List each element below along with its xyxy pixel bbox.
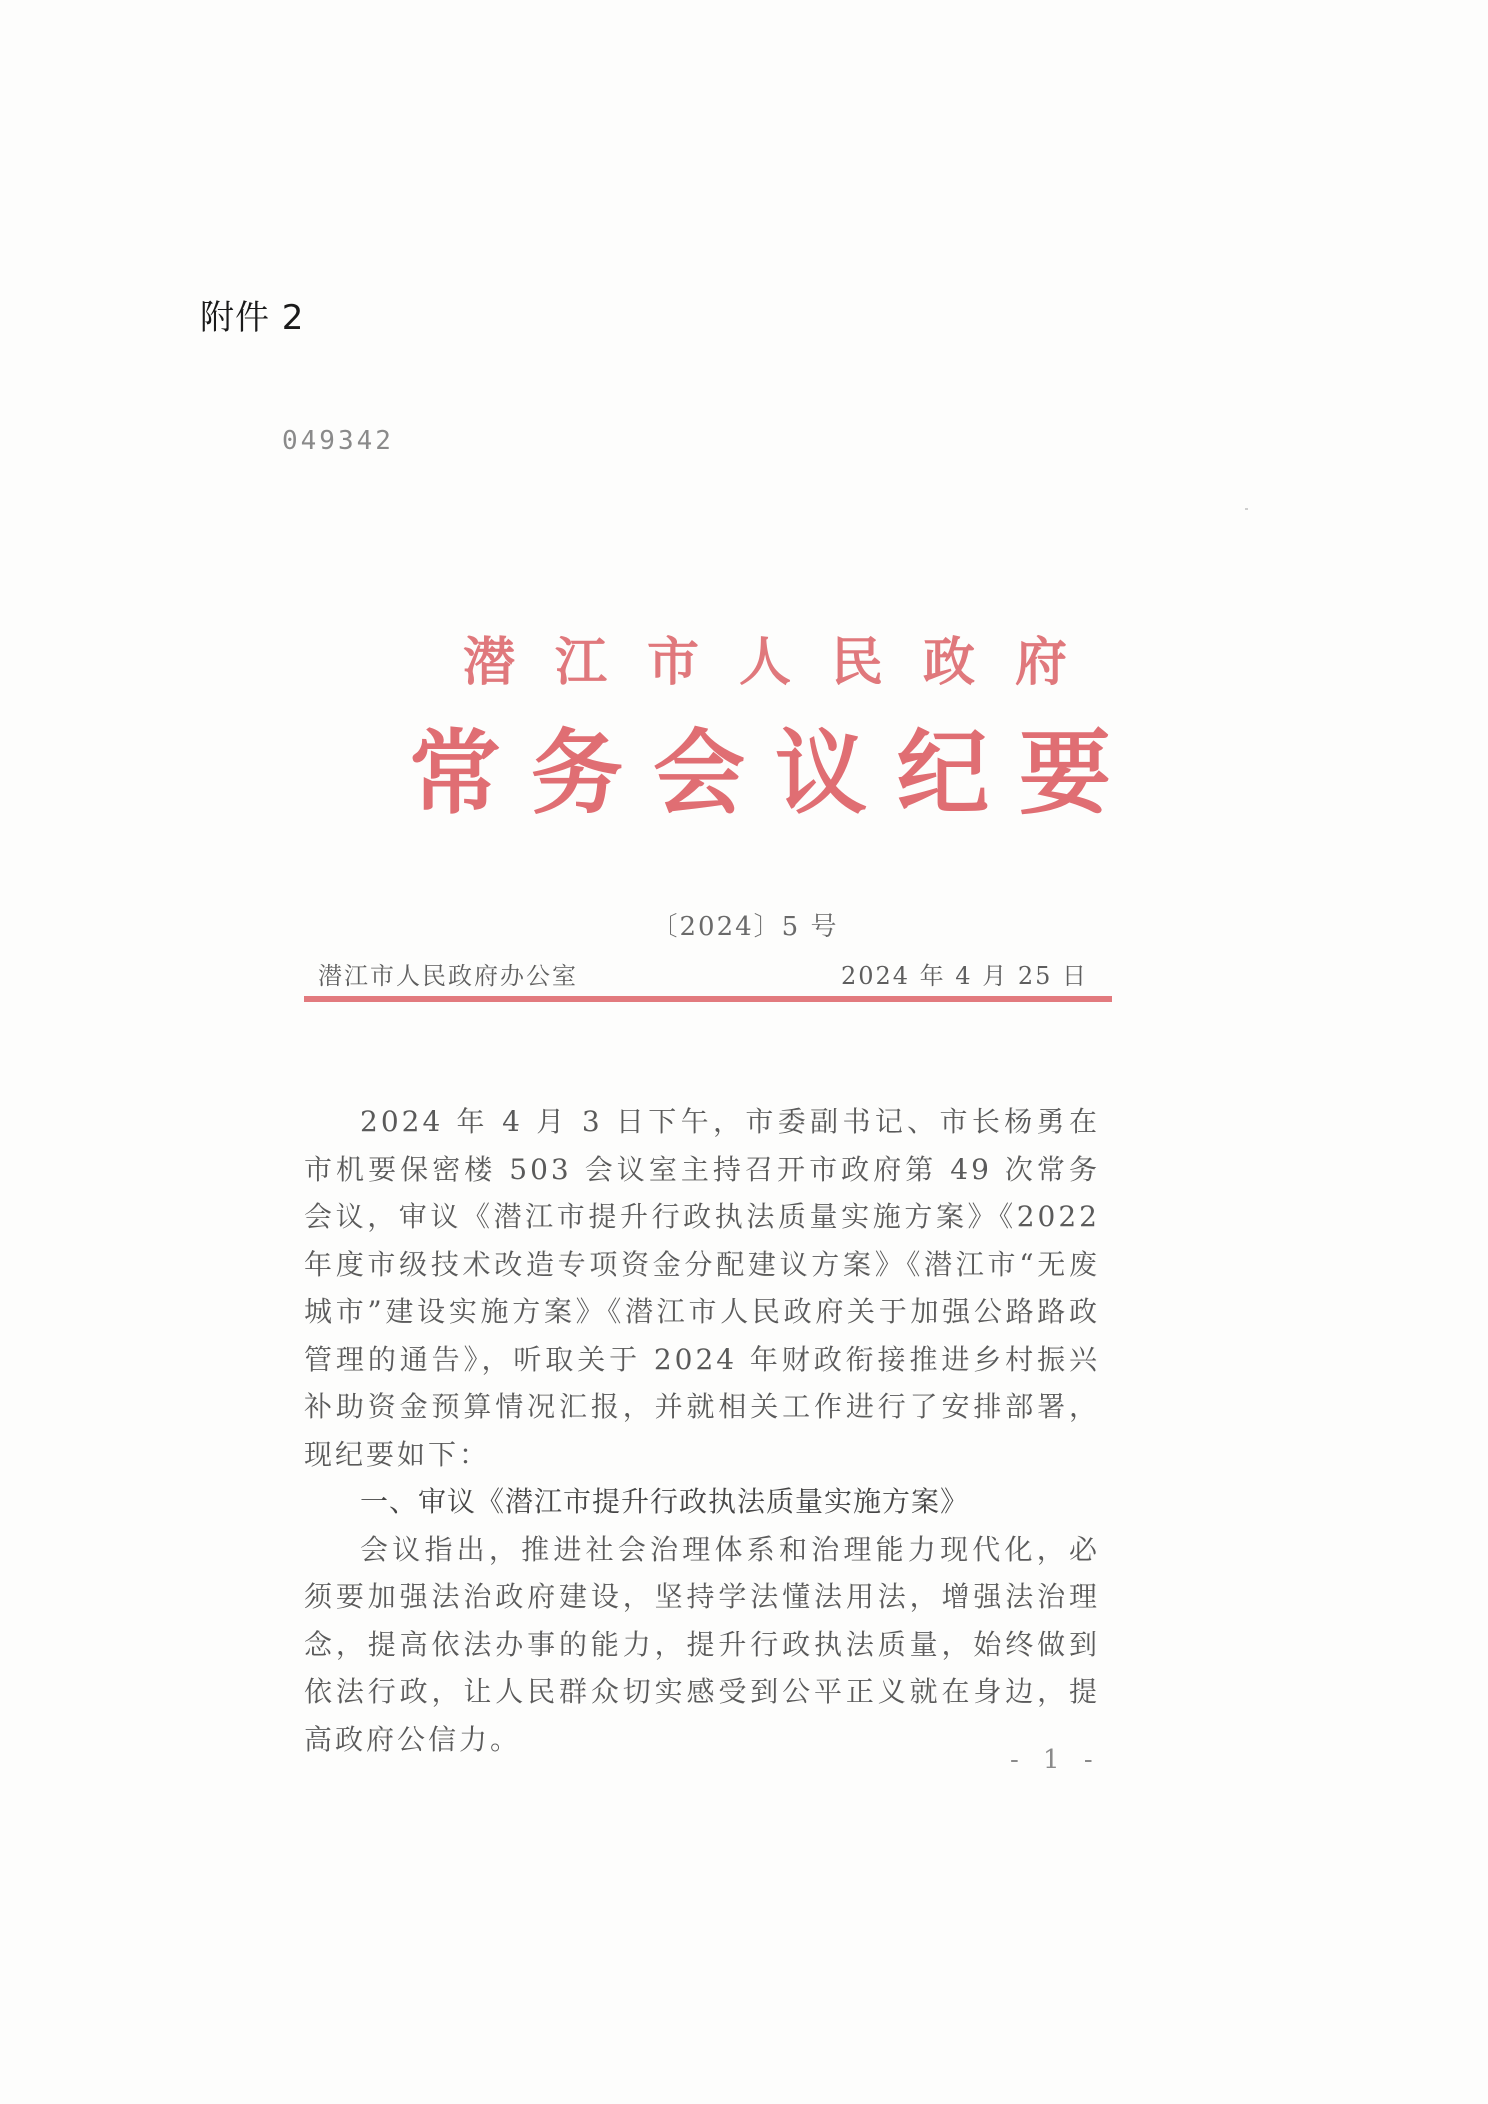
- section-1-paragraph: 会议指出，推进社会治理体系和治理能力现代化，必须要加强法治政府建设，坚持学法懂法用法，增强法治理念，提高依法办事的能力，提升行政执法质量，始终做到依法行政，让人民群众切实感受到公平正义就在身边，提高政府公信力。: [304, 1532, 1100, 1756]
- section-1-heading: 一、审议《潜江市提升行政执法质量实施方案》: [360, 1485, 970, 1518]
- intro-paragraph: 2024 年 4 月 3 日下午，市委副书记、市长杨勇在市机要保密楼 503 会议室主持召开市政府第 49 次常务会议，审议《潜江市提升行政执法质量实施方案》《2022 年度市级技术改造专项资金分配建议方案》《潜江市“无废城市”建设实施方案》《潜江市人民政府关于加强公路路政管理的通告》，听取关于 2024 年财政衔接推进乡村振兴补助资金预算情况汇报，并就相关工作进行了安排部署，现纪要如下：: [304, 1105, 1100, 1471]
- document-body: [304, 1098, 1100, 1763]
- document-type-title: 常务会议纪要: [408, 719, 1141, 827]
- attachment-label: 附件 2: [200, 298, 305, 338]
- page-number: - 1 -: [1010, 1745, 1101, 1775]
- government-name: 潜江市人民政府: [462, 632, 1107, 693]
- issue-date: 2024 年 4 月 25 日: [840, 962, 1088, 990]
- serial-number: 049342: [282, 426, 394, 456]
- document-number: 〔2024〕5 号: [651, 912, 839, 942]
- red-separator-rule: [304, 996, 1112, 1002]
- scan-speck: [1245, 508, 1248, 510]
- issuer: 潜江市人民政府办公室: [318, 962, 578, 990]
